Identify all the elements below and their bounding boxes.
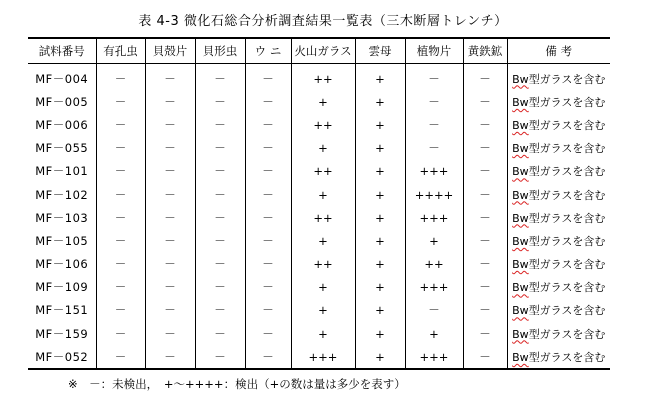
remark-text: 型ガラスを含む	[528, 350, 606, 364]
plant-fragments-cell: ++	[405, 253, 463, 276]
table-row	[28, 229, 610, 252]
table-row	[28, 137, 610, 160]
remark-cell	[507, 276, 610, 299]
bw-glass-type: Bw	[512, 350, 529, 364]
sample-id-cell: MF－105	[35, 233, 89, 248]
remark-cell	[507, 160, 610, 183]
mica-cell: +	[355, 322, 405, 345]
volcanic-glass-cell: ++	[291, 206, 355, 229]
remark-text: 型ガラスを含む	[528, 281, 606, 295]
mica-cell: +	[355, 276, 405, 299]
plant-fragments-cell: +	[405, 229, 463, 252]
ostracoda-cell: －	[195, 322, 245, 345]
pyrite-cell: －	[463, 90, 507, 113]
remark-cell	[507, 322, 610, 345]
pyrite-cell: －	[463, 183, 507, 206]
mica-cell: +	[355, 113, 405, 136]
plant-fragments-cell: +	[405, 322, 463, 345]
col-header-foraminifera: 有孔虫	[96, 38, 145, 64]
sample-id-cell: MF－159	[35, 326, 89, 341]
remark-text: 型ガラスを含む	[528, 234, 606, 248]
col-header-remarks: 備 考	[507, 38, 610, 64]
remark-text: 型ガラスを含む	[528, 304, 606, 318]
foraminifera-cell: －	[96, 299, 145, 322]
pyrite-cell: －	[463, 206, 507, 229]
results-table	[28, 37, 610, 370]
mica-cell: +	[355, 90, 405, 113]
table-row	[28, 322, 610, 345]
sea-urchin-cell: －	[245, 183, 291, 206]
bw-glass-type: Bw	[512, 72, 529, 86]
ostracoda-cell: －	[195, 276, 245, 299]
remark-text: 型ガラスを含む	[528, 118, 606, 132]
shell-fragments-cell: －	[145, 90, 195, 113]
plant-fragments-cell: +++	[405, 276, 463, 299]
shell-fragments-cell: －	[145, 276, 195, 299]
pyrite-cell: －	[463, 160, 507, 183]
plant-fragments-cell: －	[405, 299, 463, 322]
foraminifera-cell: －	[96, 345, 145, 369]
shell-fragments-cell: －	[145, 183, 195, 206]
remark-cell	[507, 345, 610, 369]
remark-text: 型ガラスを含む	[528, 211, 606, 225]
sample-id-cell: MF－005	[35, 94, 89, 109]
remark-text: 型ガラスを含む	[528, 95, 606, 109]
col-header-plant-fragments: 植物片	[405, 38, 463, 64]
sea-urchin-cell: －	[245, 322, 291, 345]
volcanic-glass-cell: ++	[291, 113, 355, 136]
plant-fragments-cell: +++	[405, 160, 463, 183]
sea-urchin-cell: －	[245, 64, 291, 91]
header-row	[28, 38, 610, 64]
shell-fragments-cell: －	[145, 160, 195, 183]
sea-urchin-cell: －	[245, 137, 291, 160]
ostracoda-cell: －	[195, 64, 245, 91]
ostracoda-cell: －	[195, 229, 245, 252]
plant-fragments-cell: ++++	[405, 183, 463, 206]
pyrite-cell: －	[463, 299, 507, 322]
ostracoda-cell: －	[195, 206, 245, 229]
pyrite-cell: －	[463, 322, 507, 345]
plant-fragments-cell: －	[405, 64, 463, 91]
volcanic-glass-cell: ++	[291, 160, 355, 183]
bw-glass-type: Bw	[512, 281, 529, 295]
pyrite-cell: －	[463, 276, 507, 299]
col-header-volcanic-glass: 火山ガラス	[291, 38, 355, 64]
sample-id-cell: MF－102	[35, 187, 89, 202]
remark-text: 型ガラスを含む	[528, 188, 606, 202]
remark-text: 型ガラスを含む	[528, 258, 606, 272]
sea-urchin-cell: －	[245, 90, 291, 113]
volcanic-glass-cell: +	[291, 299, 355, 322]
pyrite-cell: －	[463, 113, 507, 136]
sample-id-cell: MF－055	[35, 141, 89, 156]
shell-fragments-cell: －	[145, 64, 195, 91]
bw-glass-type: Bw	[512, 95, 529, 109]
volcanic-glass-cell: +	[291, 90, 355, 113]
bw-glass-type: Bw	[512, 165, 529, 179]
col-header-ostracoda: 貝形虫	[195, 38, 245, 64]
remark-text: 型ガラスを含む	[528, 327, 606, 341]
sample-id-cell: MF－109	[35, 280, 89, 295]
volcanic-glass-cell: +	[291, 322, 355, 345]
table-row	[28, 160, 610, 183]
mica-cell: +	[355, 64, 405, 91]
foraminifera-cell: －	[96, 160, 145, 183]
col-header-pyrite: 黄鉄鉱	[463, 38, 507, 64]
shell-fragments-cell: －	[145, 113, 195, 136]
sea-urchin-cell: －	[245, 206, 291, 229]
ostracoda-cell: －	[195, 160, 245, 183]
sea-urchin-cell: －	[245, 113, 291, 136]
table-row	[28, 113, 610, 136]
table-row	[28, 345, 610, 369]
remark-text: 型ガラスを含む	[528, 165, 606, 179]
bw-glass-type: Bw	[512, 118, 529, 132]
sample-id-cell: MF－052	[28, 345, 96, 369]
ostracoda-cell: －	[195, 345, 245, 369]
foraminifera-cell: －	[96, 113, 145, 136]
volcanic-glass-cell: ++	[291, 253, 355, 276]
ostracoda-cell: －	[195, 137, 245, 160]
remark-cell	[507, 299, 610, 322]
remark-cell	[507, 137, 610, 160]
remark-cell	[507, 113, 610, 136]
mica-cell: +	[355, 160, 405, 183]
sample-id-cell: MF－106	[35, 257, 89, 272]
table-row	[28, 183, 610, 206]
bw-glass-type: Bw	[512, 327, 529, 341]
mica-cell: +	[355, 206, 405, 229]
volcanic-glass-cell: +	[291, 229, 355, 252]
sea-urchin-cell: －	[245, 299, 291, 322]
remark-cell	[507, 229, 610, 252]
pyrite-cell: －	[463, 64, 507, 91]
table-row	[28, 253, 610, 276]
foraminifera-cell: －	[96, 322, 145, 345]
plant-fragments-cell: －	[405, 137, 463, 160]
shell-fragments-cell: －	[145, 253, 195, 276]
bw-glass-type: Bw	[512, 234, 529, 248]
remark-cell	[507, 90, 610, 113]
pyrite-cell: －	[463, 137, 507, 160]
table-row	[28, 90, 610, 113]
mica-cell: +	[355, 345, 405, 369]
plant-fragments-cell: +++	[405, 206, 463, 229]
ostracoda-cell: －	[195, 183, 245, 206]
col-header-sea-urchin: ウ ニ	[245, 38, 291, 64]
sea-urchin-cell: －	[245, 276, 291, 299]
col-header-sample-id: 試料番号	[28, 38, 96, 64]
foraminifera-cell: －	[96, 183, 145, 206]
bw-glass-type: Bw	[512, 142, 529, 156]
volcanic-glass-cell: +	[291, 137, 355, 160]
volcanic-glass-cell: +++	[291, 345, 355, 369]
col-header-shell-fragments: 貝殻片	[145, 38, 195, 64]
foraminifera-cell: －	[96, 90, 145, 113]
ostracoda-cell: －	[195, 253, 245, 276]
sample-id-cell: MF－151	[35, 303, 89, 318]
table-row	[28, 64, 610, 91]
sample-id-cell: MF－101	[35, 164, 89, 179]
shell-fragments-cell: －	[145, 137, 195, 160]
table-row	[28, 299, 610, 322]
sea-urchin-cell: －	[245, 345, 291, 369]
bw-glass-type: Bw	[512, 258, 529, 272]
remark-cell	[507, 206, 610, 229]
ostracoda-cell: －	[195, 113, 245, 136]
bw-glass-type: Bw	[512, 188, 529, 202]
table-title: 表 4-3 微化石総合分析調査結果一覧表（三木断層トレンチ）	[138, 14, 508, 29]
remark-cell	[507, 183, 610, 206]
plant-fragments-cell: +++	[405, 345, 463, 369]
ostracoda-cell: －	[195, 90, 245, 113]
remark-text: 型ガラスを含む	[528, 142, 606, 156]
foraminifera-cell: －	[96, 137, 145, 160]
mica-cell: +	[355, 253, 405, 276]
sea-urchin-cell: －	[245, 160, 291, 183]
foraminifera-cell: －	[96, 253, 145, 276]
plant-fragments-cell: －	[405, 113, 463, 136]
pyrite-cell: －	[463, 229, 507, 252]
foraminifera-cell: －	[96, 229, 145, 252]
volcanic-glass-cell: +	[291, 183, 355, 206]
remark-text: 型ガラスを含む	[528, 72, 606, 86]
col-header-mica: 雲母	[355, 38, 405, 64]
foraminifera-cell: －	[96, 206, 145, 229]
pyrite-cell: －	[463, 345, 507, 369]
sea-urchin-cell: －	[245, 253, 291, 276]
shell-fragments-cell: －	[145, 345, 195, 369]
sea-urchin-cell: －	[245, 229, 291, 252]
shell-fragments-cell: －	[145, 206, 195, 229]
mica-cell: +	[355, 137, 405, 160]
remark-cell	[507, 64, 610, 91]
ostracoda-cell: －	[195, 299, 245, 322]
volcanic-glass-cell: ++	[291, 64, 355, 91]
table-row	[28, 276, 610, 299]
footnote: ※ －：未検出， +～++++：検出（+の数は量は多少を表す）	[68, 377, 406, 391]
mica-cell: +	[355, 299, 405, 322]
remark-cell	[507, 253, 610, 276]
sample-id-cell: MF－004	[35, 71, 89, 86]
shell-fragments-cell: －	[145, 229, 195, 252]
table-row	[28, 206, 610, 229]
table-body	[28, 64, 610, 370]
shell-fragments-cell: －	[145, 322, 195, 345]
plant-fragments-cell: －	[405, 90, 463, 113]
foraminifera-cell: －	[96, 276, 145, 299]
bw-glass-type: Bw	[512, 211, 529, 225]
shell-fragments-cell: －	[145, 299, 195, 322]
foraminifera-cell: －	[96, 64, 145, 91]
volcanic-glass-cell: +	[291, 276, 355, 299]
mica-cell: +	[355, 183, 405, 206]
sample-id-cell: MF－006	[35, 117, 89, 132]
pyrite-cell: －	[463, 253, 507, 276]
mica-cell: +	[355, 229, 405, 252]
sample-id-cell: MF－103	[35, 210, 89, 225]
bw-glass-type: Bw	[512, 304, 529, 318]
